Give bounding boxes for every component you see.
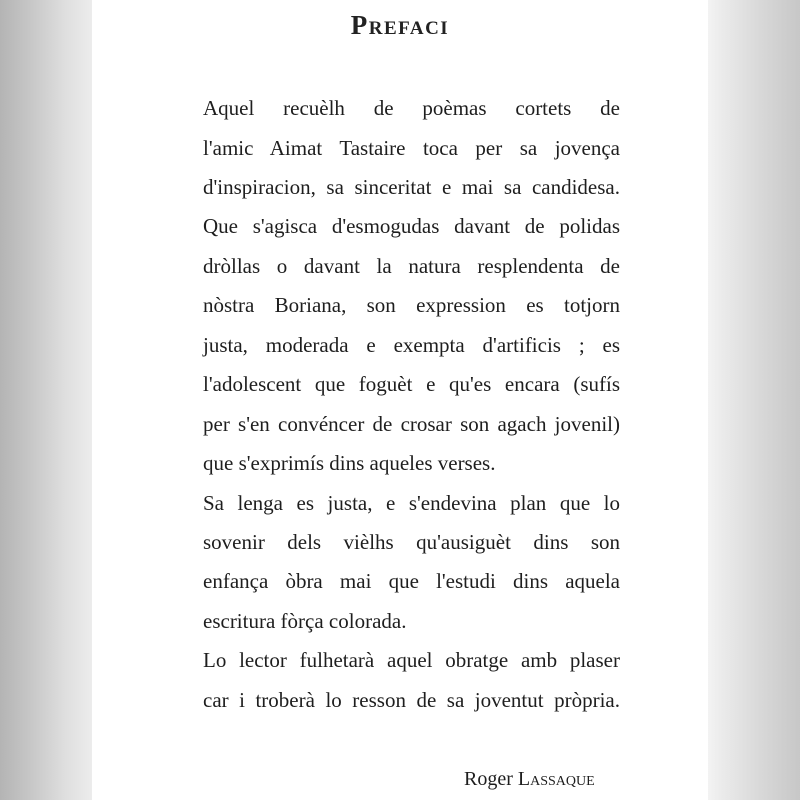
body-line-14: escritura fòrça colorada.	[203, 609, 407, 633]
body-line-9: per s'en convéncer de crosar son agach jovenil)	[203, 412, 620, 436]
body-line-8: l'adolescent que foguèt e qu'es encara (sufís	[203, 372, 620, 396]
right-page-shadow	[708, 0, 800, 800]
author-first-name: Roger	[464, 768, 513, 790]
body-line-10: que s'exprimís dins aqueles verses.	[203, 451, 496, 475]
body-line-1: Aquel recuèlh de poèmas cortets de	[203, 96, 620, 120]
body-line-3: d'inspiracion, sa sinceritat e mai sa candidesa.	[203, 175, 620, 199]
body-line-4: Que s'agisca d'esmogudas davant de polidas	[203, 214, 620, 238]
body-line-15: Lo lector fulhetarà aquel obratge amb plaser	[203, 648, 620, 672]
body-line-5: dròllas o davant la natura resplendenta de	[203, 254, 620, 278]
body-line-12: sovenir dels vièlhs qu'ausiguèt dins son	[203, 530, 620, 554]
author-last-name: Lassaque	[517, 768, 595, 790]
body-line-13: enfança òbra mai que l'estudi dins aquela	[203, 569, 620, 593]
author-signature	[464, 764, 595, 794]
page-title: Prefaci	[350, 10, 450, 40]
body-line-11: Sa lenga es justa, e s'endevina plan que lo	[203, 491, 620, 515]
body-line-6: nòstra Boriana, son expression es totjorn	[203, 293, 620, 317]
body-line-7: justa, moderada e exempta d'artificis ; es	[203, 333, 620, 357]
body-line-2: l'amic Aimat Tastaire toca per sa jovença	[203, 136, 620, 160]
body-line-16: car i troberà lo resson de sa joventut pròpria.	[203, 688, 620, 712]
left-page-shadow	[0, 0, 92, 800]
